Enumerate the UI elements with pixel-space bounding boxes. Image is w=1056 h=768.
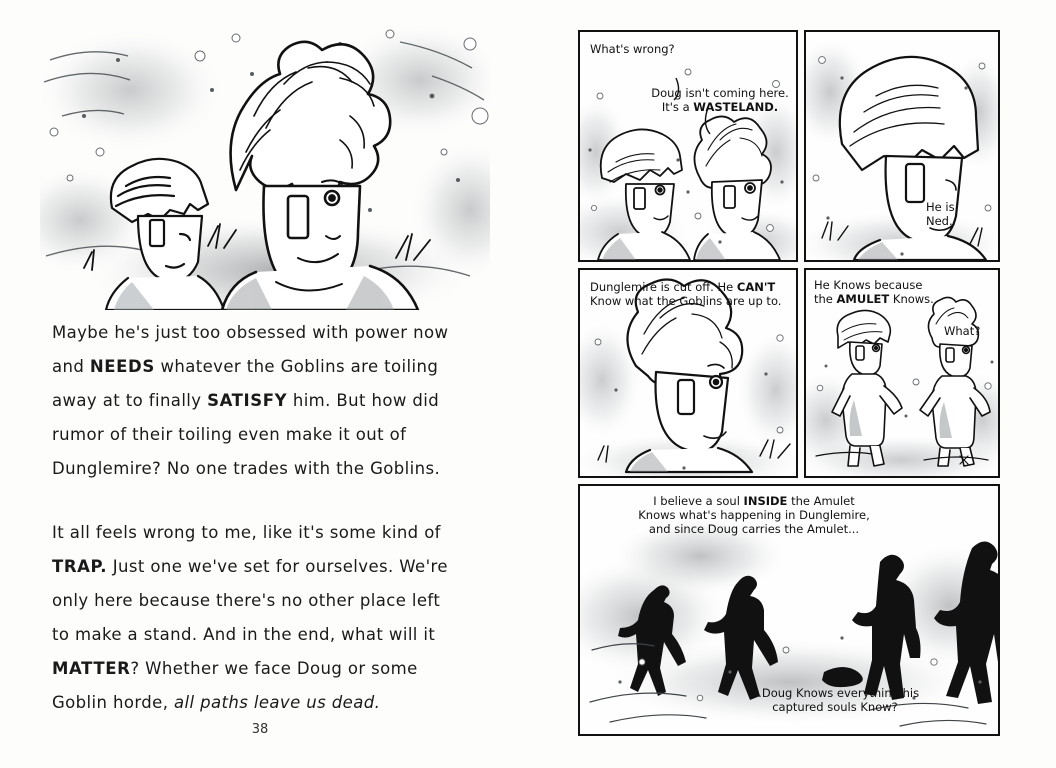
comic-panel-1	[578, 30, 798, 262]
panel-2-art	[806, 32, 998, 260]
balloon-doug-knows-everything: ...Doug Knows everything his captured souls Know?	[750, 686, 920, 714]
comic-panel-3	[578, 268, 798, 478]
snowstorm-illustration-art	[40, 20, 490, 310]
paragraph-2: It all feels wrong to me, like it's some kind of TRAP. Just one we've set for ourselves. We're only here because there's no other place left to make a stand. And in the end, what will it MATTER? Whether we face Doug or some Goblin horde, all paths leave us dead.	[52, 523, 454, 712]
left-page-illustration	[40, 20, 490, 310]
right-page-comic	[520, 0, 1056, 768]
left-page-prose	[52, 316, 462, 750]
balloon-he-is-ned: He is, Ned.	[926, 200, 959, 228]
page-number: 38	[251, 722, 269, 737]
balloon-whats-wrong: What's wrong?	[590, 42, 675, 56]
comic-panel-5	[578, 484, 1000, 736]
balloon-what: What?	[944, 324, 981, 338]
comic-panel-4	[804, 268, 1000, 478]
panel-1-art	[580, 32, 796, 260]
paragraph-1: Maybe he's just too obsessed with power now and NEEDS whatever the Goblins are toiling away at to finally SATISFY him. But how did rumor of their toiling even make it out of Dunglemire? No one trades with the Goblins.	[52, 323, 455, 478]
comic-panel-2	[804, 30, 1000, 262]
balloon-dunglemire-cut-off: Dunglemire is cut off. He CAN'T Know what the Goblins are up to.	[590, 280, 782, 308]
balloon-doug-isnt-coming: Doug isn't coming here. It's a WASTELAND.	[651, 86, 789, 114]
balloon-i-believe-a-soul: I believe a soul INSIDE the Amulet Knows what's happening in Dunglemire, and since Doug carries the Amulet...	[638, 494, 870, 536]
balloon-he-knows-amulet: He Knows because the AMULET Knows.	[814, 278, 934, 306]
left-page	[0, 0, 520, 768]
